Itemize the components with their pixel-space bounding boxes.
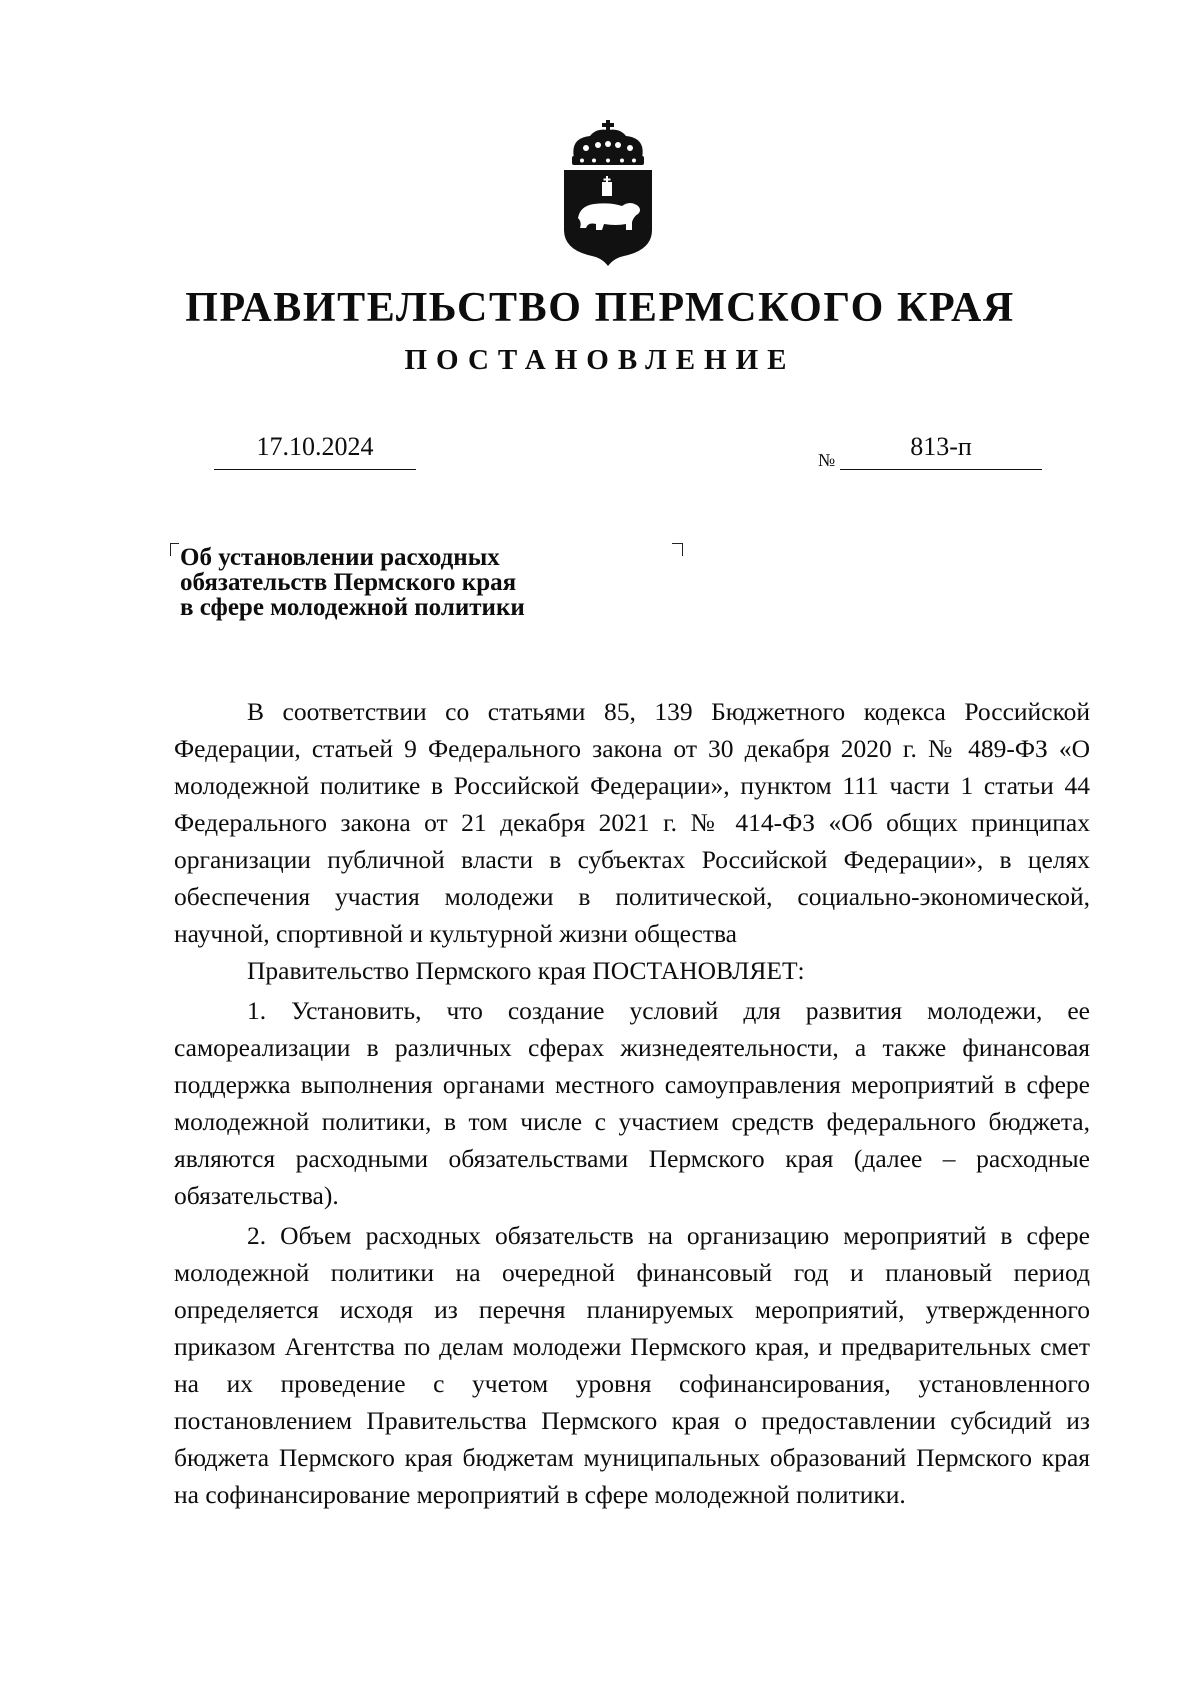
subject-bracket-left [170, 543, 179, 556]
document-body [174, 693, 1090, 1513]
crown-icon [572, 120, 644, 165]
document-subject [180, 545, 660, 620]
organization-title: ПРАВИТЕЛЬСТВО ПЕРМСКОГО КРАЯ [185, 285, 1015, 331]
document-type-title: ПОСТАНОВЛЕНИЕ [404, 344, 796, 376]
preamble-paragraph: В соответствии со статьями 85, 139 Бюджетного кодекса Российской Федерации, статьей 9 Федерального закона от 30 декабря 2020 г. № 489-ФЗ «О молодежной политике в Российской Федерации», пунктом 111 части 1 статьи 44 Федерального закона от 21 декабря 2021 г. № 414-ФЗ «Об общих принципах организации публичной власти в субъектах Российской Федерации», в целях обеспечения участия молодежи в политической, социально-экономической, научной, спортивной и культурной жизни общества [174, 697, 1090, 948]
item-1-paragraph: 1. Установить, что создание условий для развития молодежи, ее самореализации в различных сферах жизнедеятельности, а также финансовая поддержка выполнения органами местного самоуправления мероприятий в сфере молодежной политики, в том числе с участием средств федерального бюджета, являются расходными обязательствами Пермского края (далее – расходные обязательства). [174, 996, 1090, 1210]
resolve-paragraph: Правительство Пермского края ПОСТАНОВЛЯЕТ: [247, 956, 805, 985]
subject-line: в сфере молодежной политики [180, 594, 525, 621]
subject-bracket-right [672, 543, 683, 556]
item-2-paragraph: 2. Объем расходных обязательств на организацию мероприятий в сфере молодежной политики на очередной финансовый год и плановый период определяется исходя из перечня планируемых мероприятий, утвержденного приказом Агентства по делам молодежи Пермского края, и предварительных смет на их проведение с учетом уровня софинансирования, установленного постановлением Правительства Пермского края о предоставлении субсидий из бюджета Пермского края бюджетам муниципальных образований Пермского края на софинансирование мероприятий в сфере молодежной политики. [174, 1221, 1090, 1509]
document-number: 813-п [840, 427, 1042, 470]
document-date: 17.10.2024 [214, 427, 416, 470]
number-sign: № [818, 450, 836, 470]
subject-line: обязательств Пермского края [180, 569, 517, 596]
coat-of-arms-emblem [560, 118, 656, 268]
subject-line: Об установлении расходных [180, 544, 500, 571]
